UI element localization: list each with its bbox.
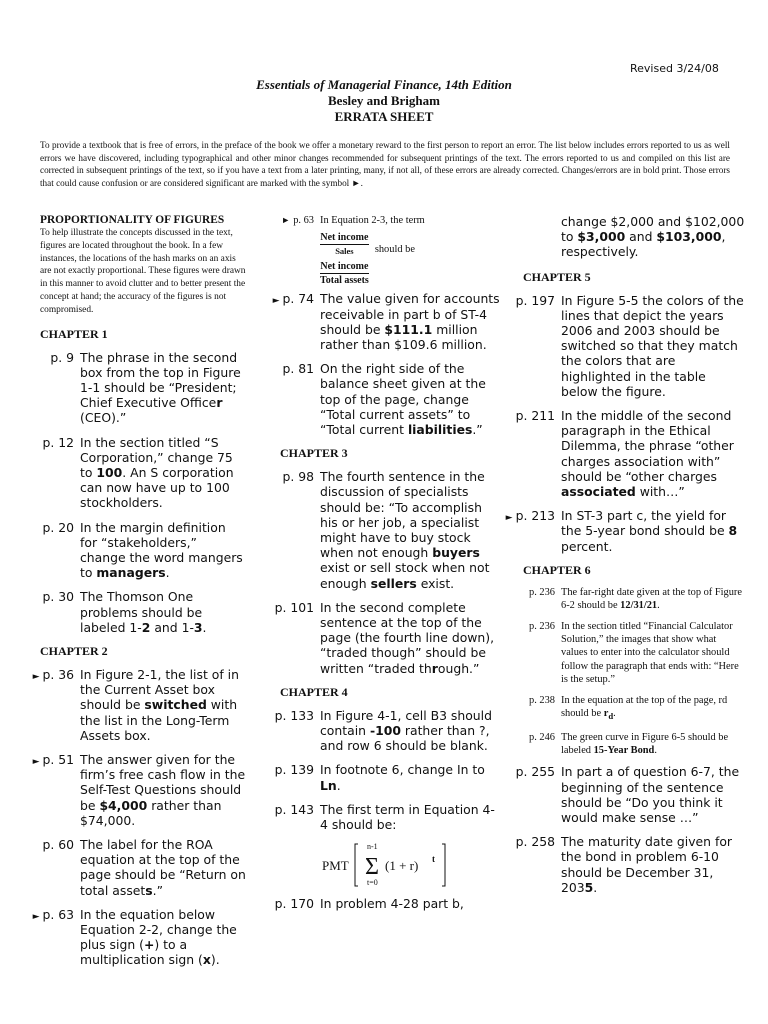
page-ref: ► p. 63	[281, 215, 314, 226]
significance-marker-icon: ►	[272, 296, 280, 307]
significance-marker-icon: ►	[32, 672, 40, 683]
chapter-heading: CHAPTER 3	[280, 446, 348, 461]
errata-entry: p. 133 In Figure 4-1, cell B3 should contain -100 rather than ?, and row 6 should be blank.	[258, 708, 500, 754]
document-header	[0, 77, 768, 125]
revised-date: Revised 3/24/08	[630, 62, 719, 75]
significance-marker-icon: ►	[505, 513, 513, 524]
column-left	[18, 214, 246, 977]
page-ref: p. 236	[529, 620, 555, 632]
errata-entry: p. 9 The phrase in the second box from the top in Figure 1-1 should be “President; Chief Executive Officer (CEO).”	[18, 350, 246, 426]
errata-entry: ► p. 213 In ST-3 part c, the yield for the 5-year bond should be 8 percent.	[505, 508, 738, 554]
exponent: t	[432, 854, 435, 865]
authors: Besley and Brigham	[328, 93, 440, 108]
page-ref: p. 139	[274, 762, 314, 778]
page-ref: p. 211	[515, 408, 555, 424]
sum-upper-limit: n-1	[367, 842, 378, 852]
page-ref: ► p. 36	[32, 667, 74, 683]
sum-lower-limit: t=0	[367, 878, 378, 888]
errata-entry: p. 12 In the section titled “S Corporation,” change 75 to 100. An S corporation can now have up to 100 stockholders.	[18, 435, 246, 511]
equation-fractions	[320, 231, 500, 287]
right-bracket-icon	[442, 844, 445, 886]
significance-marker-icon: ►	[32, 911, 40, 922]
intro-paragraph: To provide a textbook that is free of errors, in the preface of the book we offer a monetary reward to the first person to report an error. The list below includes errors reported to us as well errors we have discovered, including typographical and other minor changes recommended for subsequent printings of the text. The errors reported to us and compiled on this list are corrected in subsequent printings of the text, so if you have a text from a later printing, many, if not all, of these errors are already corrected. Changes/errors are in bold print. Those errors that could cause confusion or are considered significant are marked with the symbol ►.	[40, 140, 730, 188]
page-ref: p. 30	[42, 589, 74, 605]
errata-entry: p. 236 The far-right date given at the top of Figure 6-2 should be 12/31/21.	[505, 586, 745, 613]
page-ref: p. 255	[515, 764, 555, 780]
chapter-heading: CHAPTER 5	[523, 269, 591, 284]
errata-entry: p. 170 In problem 4-28 part b,	[258, 896, 500, 911]
page-ref: p. 170	[274, 896, 314, 912]
summation-formula-svg	[314, 838, 494, 890]
proportionality-title: PROPORTIONALITY OF FIGURES	[40, 214, 225, 226]
errata-entry: p. 143 The first term in Equation 4-4 should be:	[258, 802, 500, 832]
page-ref: p. 133	[274, 707, 314, 723]
fraction-old: Net income Sales Net income Total assets	[320, 232, 369, 287]
errata-entry: p. 197 In Figure 5-5 the colors of the lines that depict the years 2006 and 2003 should be switched so that they match the colors that are highlighted in the table below the figure.	[505, 293, 745, 399]
errata-entry: p. 98 The fourth sentence in the discussion of specialists should be: “To accomplish his or her job, a specialist might have to buy stock when not enough buyers exist or sell stock when not enough sellers exist.	[258, 469, 500, 591]
page-ref: p. 98	[282, 469, 314, 485]
errata-entry: ► p. 63 In the equation below Equation 2-2, change the plus sign (+) to a multiplication sign (x).	[18, 907, 246, 968]
errata-entry: p. 258 The maturity date given for the bond in problem 6-10 should be December 31, 2035.	[505, 834, 745, 895]
errata-entry: p. 81 On the right side of the balance sheet given at the top of the page, change “Total current assets” to “Total current liabilities.”	[258, 361, 500, 437]
errata-entry: ► p. 74 The value given for accounts receivable in part b of ST-4 should be $111.1 million rather than $109.6 million.	[258, 291, 500, 352]
page-ref: ► p. 213	[505, 508, 555, 524]
should-be-label: should be	[374, 243, 415, 255]
pmt-label: PMT	[322, 858, 349, 874]
errata-entry: p. 60 The label for the ROA equation at the top of the page should be “Return on total assets.”	[18, 837, 246, 898]
proportionality-body: To help illustrate the concepts discussed in the text, figures are located throughout the book. In a few instances, the locations of the hash marks on an axis are not exactly proportional. These figures were drawn in this manner to avoid clutter and to better present the concept at hand; the accuracy of the figures is not compromised.	[40, 228, 246, 315]
errata-entry: ► p. 63 In Equation 2-3, the term	[258, 214, 500, 227]
chapter-heading: CHAPTER 1	[40, 326, 108, 341]
page-ref: ► p. 51	[32, 752, 74, 768]
column-middle	[258, 214, 500, 921]
page-ref: ► p. 74	[272, 291, 314, 307]
sum-body: (1 + r)	[385, 858, 419, 874]
book-title: Essentials of Managerial Finance, 14th Edition	[256, 77, 512, 92]
page-ref: p. 20	[42, 519, 74, 535]
errata-entry: p. 246 The green curve in Figure 6-5 should be labeled 15-Year Bond.	[505, 731, 745, 758]
page-ref: p. 238	[529, 694, 555, 706]
sigma-icon: Σ	[365, 854, 379, 881]
errata-entry: p. 101 In the second complete sentence at the top of the page (the fourth line down), “traded though” should be written “traded through.”	[258, 600, 500, 676]
errata-entry: ► p. 51 The answer given for the firm’s free cash flow in the Self-Test Questions should be $4,000 rather than $74,000.	[18, 752, 246, 828]
significance-marker-icon: ►	[32, 757, 40, 768]
page-ref: p. 9	[50, 349, 74, 365]
chapter-heading: CHAPTER 4	[280, 684, 348, 699]
summation-formula	[314, 838, 500, 888]
page-ref: p. 236	[529, 586, 555, 598]
errata-entry: p. 20 In the margin definition for “stakeholders,” change the word mangers to managers.	[18, 520, 246, 581]
errata-entry: p. 238 In the equation at the top of the page, rd should be $r_d$.	[505, 694, 745, 724]
page-ref: p. 143	[274, 801, 314, 817]
errata-entry: ► p. 36 In Figure 2-1, the list of in the Current Asset box should be switched with the list in the Long-Term Assets box.	[18, 667, 246, 743]
page-ref: p. 197	[515, 292, 555, 308]
significance-marker-icon: ►	[281, 215, 291, 225]
page-ref: p. 101	[274, 599, 314, 615]
errata-entry: p. 236 In the section titled “Financial Calculator Solution,” the images that show what values to enter into the calculator should follow the paragraph that ends with: “Here is the setup.”	[505, 620, 745, 687]
column-right	[505, 214, 745, 904]
page-ref: p. 258	[515, 834, 555, 850]
chapter-heading: CHAPTER 2	[40, 644, 108, 659]
chapter-heading: CHAPTER 6	[523, 562, 591, 577]
errata-entry: p. 211 In the middle of the second paragraph in the Ethical Dilemma, the phrase “other charges association with” should be “other charges associated with…”	[505, 408, 745, 499]
errata-entry: p. 139 In footnote 6, change In to Ln.	[258, 762, 500, 792]
sheet-title: ERRATA SHEET	[334, 109, 434, 124]
page-ref: p. 12	[42, 434, 74, 450]
page-ref: p. 60	[42, 837, 74, 853]
page-ref: p. 81	[282, 361, 314, 377]
page-ref: p. 246	[529, 731, 555, 743]
left-bracket-icon	[355, 844, 358, 886]
errata-entry: p. 255 In part a of question 6-7, the beginning of the sentence should be “Do you think it would make sense …”	[505, 764, 745, 825]
errata-entry: p. 30 The Thomson One problems should be labeled 1-2 and 1-3.	[18, 589, 246, 635]
errata-continuation: change $2,000 and $102,000 to $3,000 and $103,000, respectively.	[561, 214, 745, 260]
page-ref: ► p. 63	[32, 906, 74, 922]
